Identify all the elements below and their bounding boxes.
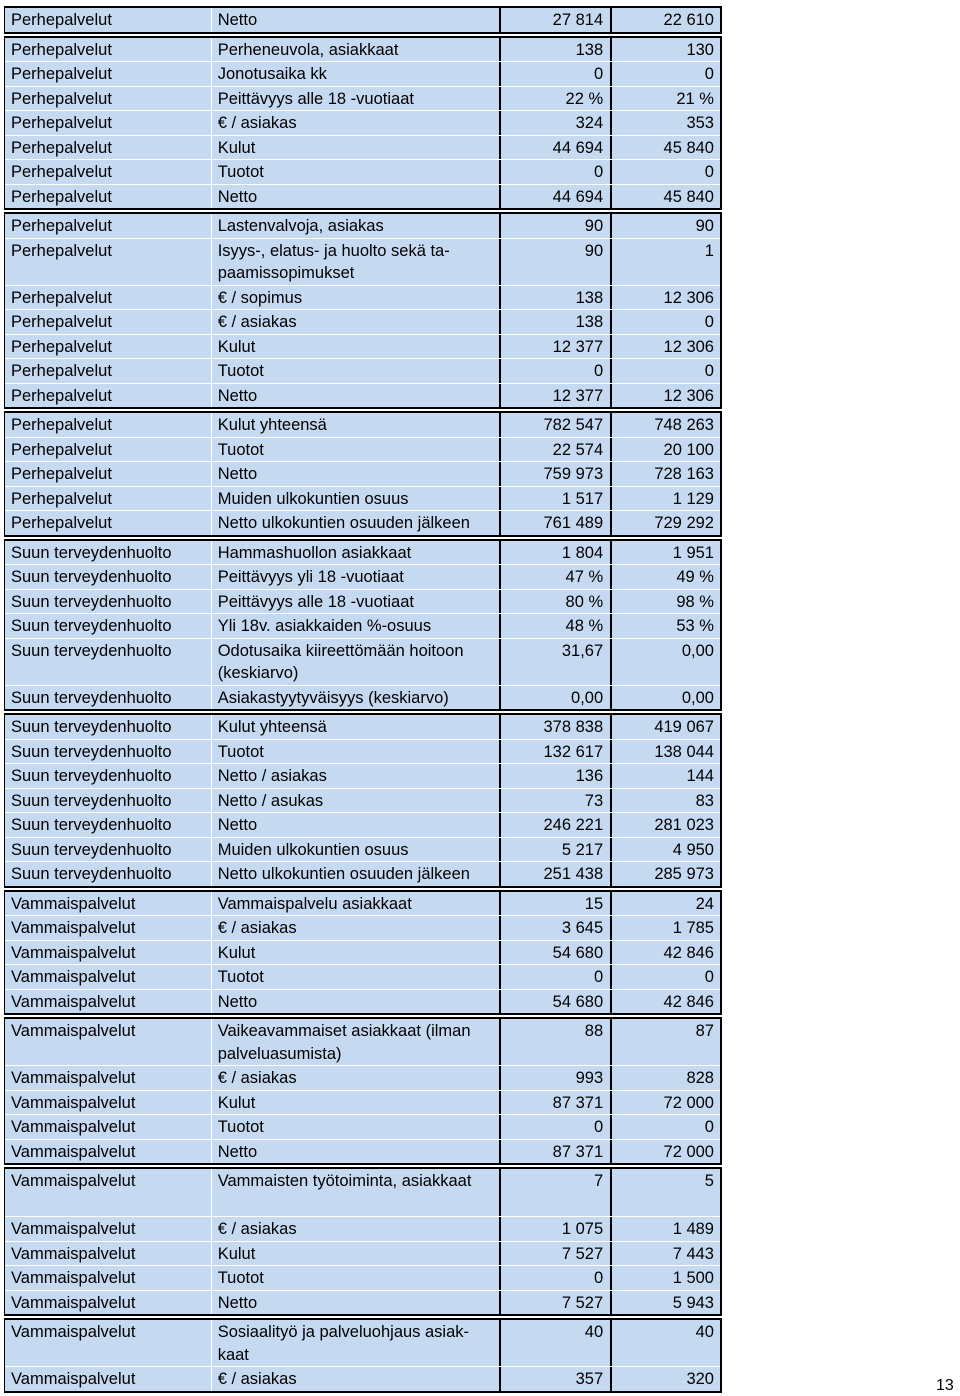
metric-cell: € / asiakas bbox=[212, 1217, 502, 1241]
value-2018-cell: 1 517 bbox=[501, 487, 612, 511]
table-row bbox=[5, 335, 720, 360]
category-cell: Perhepalvelut bbox=[5, 62, 212, 86]
metric-cell: Muiden ulkokuntien osuus bbox=[212, 487, 502, 511]
table-row bbox=[5, 1217, 720, 1242]
table-row bbox=[5, 639, 720, 686]
category-cell: Perhepalvelut bbox=[5, 511, 212, 535]
table-row bbox=[5, 38, 720, 63]
category-cell: Vammaispalvelut bbox=[5, 892, 212, 916]
value-2018-cell: 44 694 bbox=[501, 136, 612, 160]
value-2019-cell: 0 bbox=[704, 163, 714, 181]
metric-cell: Muiden ulkokuntien osuus bbox=[212, 838, 502, 862]
metric-cell: Asiakastyytyväisyys (keskiarvo) bbox=[212, 686, 502, 710]
value-2018-cell: 27 814 bbox=[501, 8, 612, 32]
metric-cell: Isyys-, elatus- ja huolto sekä ta- paamissopimukset bbox=[212, 239, 502, 285]
value-2019-cell: 22 610 bbox=[663, 11, 714, 29]
value-2019-cell: 20 100 bbox=[663, 440, 714, 459]
category-cell: Perhepalvelut bbox=[5, 239, 212, 285]
value-2019-cell: 0,00 bbox=[681, 641, 714, 660]
category-cell: Perhepalvelut bbox=[5, 286, 212, 310]
category-cell: Suun terveydenhuolto bbox=[5, 838, 212, 862]
category-cell: Suun terveydenhuolto bbox=[5, 590, 212, 614]
value-2018-cell: 80 % bbox=[501, 590, 612, 614]
table-row bbox=[5, 1066, 720, 1091]
value-2019-cell: 12 306 bbox=[663, 386, 714, 405]
table-row bbox=[5, 614, 720, 639]
page-number: 13 bbox=[936, 1377, 954, 1394]
metric-cell: Kulut bbox=[212, 136, 502, 160]
table-group bbox=[4, 411, 722, 537]
value-2018-cell: 0 bbox=[501, 1115, 612, 1139]
metric-cell: Perheneuvola, asiakkaat bbox=[212, 38, 502, 62]
table-row bbox=[5, 160, 720, 185]
table-row bbox=[5, 1019, 720, 1066]
metric-cell: Tuotot bbox=[212, 1115, 502, 1139]
value-2018-cell: 7 bbox=[501, 1169, 612, 1216]
value-2019-cell: 45 840 bbox=[663, 187, 714, 206]
value-2018-cell: 0 bbox=[501, 965, 612, 989]
table-group bbox=[4, 1318, 722, 1393]
table-row bbox=[5, 789, 720, 814]
value-2019-cell: 72 000 bbox=[663, 1093, 714, 1112]
value-2019-cell: 0 bbox=[704, 362, 714, 380]
category-cell: Vammaispalvelut bbox=[5, 941, 212, 965]
category-cell: Suun terveydenhuolto bbox=[5, 639, 212, 685]
value-2018-cell: 31,67 bbox=[501, 639, 612, 685]
metric-cell: Netto / asukas bbox=[212, 789, 502, 813]
value-2018-cell: 0 bbox=[501, 160, 612, 184]
table-row bbox=[5, 565, 720, 590]
metric-cell: € / asiakas bbox=[212, 1066, 502, 1090]
value-2018-cell: 44 694 bbox=[501, 185, 612, 209]
category-cell: Vammaispalvelut bbox=[5, 1367, 212, 1391]
category-cell: Perhepalvelut bbox=[5, 38, 212, 62]
category-cell: Suun terveydenhuolto bbox=[5, 541, 212, 565]
value-2018-cell: 0 bbox=[501, 62, 612, 86]
table-row bbox=[5, 136, 720, 161]
metric-cell: Netto bbox=[212, 1291, 502, 1315]
table-row bbox=[5, 1169, 720, 1217]
table-row bbox=[5, 87, 720, 112]
metric-cell: Vammaispalvelu asiakkaat bbox=[212, 892, 502, 916]
metric-cell: Lastenvalvoja, asiakas bbox=[212, 214, 502, 238]
value-2019-cell: 21 % bbox=[676, 89, 714, 108]
table-row bbox=[5, 1320, 720, 1367]
value-2019-cell: 0 bbox=[704, 313, 714, 331]
table-row bbox=[5, 286, 720, 311]
category-cell: Perhepalvelut bbox=[5, 8, 212, 32]
category-cell: Vammaispalvelut bbox=[5, 1266, 212, 1290]
value-2019-cell: 42 846 bbox=[663, 992, 714, 1011]
table-row bbox=[5, 487, 720, 512]
category-cell: Suun terveydenhuolto bbox=[5, 614, 212, 638]
category-cell: Perhepalvelut bbox=[5, 136, 212, 160]
metric-cell: Tuotot bbox=[212, 438, 502, 462]
metric-cell: Tuotot bbox=[212, 359, 502, 383]
table-row bbox=[5, 590, 720, 615]
value-2018-cell: 22 % bbox=[501, 87, 612, 111]
value-2018-cell: 1 075 bbox=[501, 1217, 612, 1241]
table-row bbox=[5, 941, 720, 966]
category-cell: Vammaispalvelut bbox=[5, 990, 212, 1014]
value-2018-cell: 7 527 bbox=[501, 1242, 612, 1266]
metric-cell: Tuotot bbox=[212, 1266, 502, 1290]
value-2019-cell: 320 bbox=[686, 1370, 714, 1388]
metric-cell: Tuotot bbox=[212, 160, 502, 184]
metric-cell: Netto ulkokuntien osuuden jälkeen bbox=[212, 862, 502, 886]
value-2019-cell: 1 129 bbox=[672, 489, 714, 508]
value-2019-cell: 87 bbox=[695, 1022, 714, 1040]
value-2018-cell: 136 bbox=[501, 764, 612, 788]
value-2018-cell: 378 838 bbox=[501, 715, 612, 739]
value-2019-cell: 49 % bbox=[676, 568, 714, 586]
metric-cell: Kulut yhteensä bbox=[212, 413, 502, 437]
category-cell: Perhepalvelut bbox=[5, 335, 212, 359]
value-2019-cell: 83 bbox=[695, 791, 714, 810]
metric-cell: Peittävyys alle 18 -vuotiaat bbox=[212, 590, 502, 614]
value-2018-cell: 761 489 bbox=[501, 511, 612, 535]
value-2019-cell: 729 292 bbox=[654, 514, 714, 532]
value-2019-cell: 72 000 bbox=[663, 1142, 714, 1161]
metric-cell: € / asiakas bbox=[212, 916, 502, 940]
table-row bbox=[5, 686, 720, 710]
value-2018-cell: 0,00 bbox=[501, 686, 612, 710]
value-2019-cell: 5 943 bbox=[672, 1293, 714, 1312]
metric-cell: € / asiakas bbox=[212, 310, 502, 334]
value-2018-cell: 87 371 bbox=[501, 1140, 612, 1164]
value-2019-cell: 828 bbox=[686, 1069, 714, 1087]
value-2018-cell: 48 % bbox=[501, 614, 612, 638]
value-2018-cell: 90 bbox=[501, 239, 612, 285]
value-2018-cell: 324 bbox=[501, 111, 612, 135]
value-2019-cell: 12 306 bbox=[663, 288, 714, 307]
category-cell: Perhepalvelut bbox=[5, 160, 212, 184]
value-2018-cell: 87 371 bbox=[501, 1091, 612, 1115]
value-2019-cell: 728 163 bbox=[654, 465, 714, 483]
metric-cell: Kulut bbox=[212, 335, 502, 359]
table-row bbox=[5, 715, 720, 740]
table-group bbox=[4, 1167, 722, 1316]
category-cell: Suun terveydenhuolto bbox=[5, 789, 212, 813]
table-row bbox=[5, 438, 720, 463]
table-row bbox=[5, 892, 720, 917]
metric-cell: Hammashuollon asiakkaat bbox=[212, 541, 502, 565]
metric-cell: Netto bbox=[212, 1140, 502, 1164]
metric-cell: Tuotot bbox=[212, 965, 502, 989]
metric-cell: Netto bbox=[212, 813, 502, 837]
table-group bbox=[4, 890, 722, 1016]
value-2018-cell: 73 bbox=[501, 789, 612, 813]
metric-cell: Yli 18v. asiakkaiden %-osuus bbox=[212, 614, 502, 638]
table-row bbox=[5, 8, 720, 32]
value-2019-cell: 40 bbox=[695, 1323, 714, 1341]
metric-cell: Netto / asiakas bbox=[212, 764, 502, 788]
metric-cell: Peittävyys alle 18 -vuotiaat bbox=[212, 87, 502, 111]
value-2018-cell: 0 bbox=[501, 359, 612, 383]
value-2018-cell: 993 bbox=[501, 1066, 612, 1090]
metric-cell: Odotusaika kiireettömään hoitoon (keskiarvo) bbox=[212, 639, 502, 685]
category-cell: Perhepalvelut bbox=[5, 384, 212, 408]
category-cell: Perhepalvelut bbox=[5, 111, 212, 135]
value-2019-cell: 130 bbox=[686, 40, 714, 59]
category-cell: Vammaispalvelut bbox=[5, 1115, 212, 1139]
value-2019-cell: 1 500 bbox=[672, 1269, 714, 1287]
metric-cell: Tuotot bbox=[212, 740, 502, 764]
category-cell: Suun terveydenhuolto bbox=[5, 740, 212, 764]
table-row bbox=[5, 185, 720, 209]
value-2018-cell: 40 bbox=[501, 1320, 612, 1366]
table-group bbox=[4, 539, 722, 712]
table-row bbox=[5, 965, 720, 990]
value-2018-cell: 0 bbox=[501, 1266, 612, 1290]
table-row bbox=[5, 214, 720, 239]
value-2018-cell: 759 973 bbox=[501, 462, 612, 486]
table-row bbox=[5, 62, 720, 87]
table-group bbox=[4, 1017, 722, 1165]
value-2019-cell: 42 846 bbox=[663, 943, 714, 962]
table-row bbox=[5, 1091, 720, 1116]
value-2018-cell: 3 645 bbox=[501, 916, 612, 940]
value-2018-cell: 15 bbox=[501, 892, 612, 916]
category-cell: Vammaispalvelut bbox=[5, 916, 212, 940]
category-cell: Perhepalvelut bbox=[5, 185, 212, 209]
metric-cell: Jonotusaika kk bbox=[212, 62, 502, 86]
table-row bbox=[5, 310, 720, 335]
category-cell: Perhepalvelut bbox=[5, 359, 212, 383]
metric-cell: Netto bbox=[212, 990, 502, 1014]
category-cell: Vammaispalvelut bbox=[5, 1140, 212, 1164]
table-row bbox=[5, 764, 720, 789]
table-row bbox=[5, 813, 720, 838]
table-row bbox=[5, 1367, 720, 1391]
table-row bbox=[5, 862, 720, 886]
metric-cell: € / sopimus bbox=[212, 286, 502, 310]
category-cell: Suun terveydenhuolto bbox=[5, 686, 212, 710]
data-table bbox=[4, 6, 722, 1393]
value-2019-cell: 4 950 bbox=[672, 840, 714, 859]
category-cell: Suun terveydenhuolto bbox=[5, 813, 212, 837]
metric-cell: Sosiaalityö ja palveluohjaus asiak- kaat bbox=[212, 1320, 502, 1366]
metric-cell: Netto bbox=[212, 462, 502, 486]
value-2019-cell: 90 bbox=[695, 217, 714, 235]
value-2019-cell: 1 951 bbox=[672, 543, 714, 562]
metric-cell: Kulut bbox=[212, 1242, 502, 1266]
metric-cell: Vammaisten työtoiminta, asiakkaat bbox=[212, 1169, 502, 1216]
metric-cell: Kulut bbox=[212, 941, 502, 965]
value-2018-cell: 138 bbox=[501, 38, 612, 62]
category-cell: Vammaispalvelut bbox=[5, 1291, 212, 1315]
metric-cell: Netto bbox=[212, 384, 502, 408]
value-2018-cell: 251 438 bbox=[501, 862, 612, 886]
value-2019-cell: 98 % bbox=[676, 592, 714, 611]
table-group bbox=[4, 713, 722, 888]
value-2019-cell: 24 bbox=[695, 894, 714, 913]
metric-cell: Netto ulkokuntien osuuden jälkeen bbox=[212, 511, 502, 535]
table-row bbox=[5, 916, 720, 941]
value-2019-cell: 419 067 bbox=[654, 718, 714, 736]
category-cell: Perhepalvelut bbox=[5, 310, 212, 334]
category-cell: Perhepalvelut bbox=[5, 214, 212, 238]
value-2018-cell: 12 377 bbox=[501, 384, 612, 408]
value-2019-cell: 7 443 bbox=[672, 1244, 714, 1263]
value-2019-cell: 0 bbox=[704, 968, 714, 986]
category-cell: Perhepalvelut bbox=[5, 87, 212, 111]
table-row bbox=[5, 541, 720, 566]
metric-cell: € / asiakas bbox=[212, 1367, 502, 1391]
category-cell: Vammaispalvelut bbox=[5, 1091, 212, 1115]
value-2019-cell: 0,00 bbox=[681, 688, 714, 707]
value-2019-cell: 353 bbox=[686, 114, 714, 132]
table-group bbox=[4, 36, 722, 211]
value-2018-cell: 47 % bbox=[501, 565, 612, 589]
metric-cell: Kulut yhteensä bbox=[212, 715, 502, 739]
value-2019-cell: 281 023 bbox=[654, 816, 714, 834]
table-row bbox=[5, 239, 720, 286]
category-cell: Suun terveydenhuolto bbox=[5, 764, 212, 788]
value-2018-cell: 138 bbox=[501, 286, 612, 310]
category-cell: Vammaispalvelut bbox=[5, 1242, 212, 1266]
table-group bbox=[4, 212, 722, 409]
value-2018-cell: 88 bbox=[501, 1019, 612, 1065]
table-row bbox=[5, 384, 720, 408]
value-2019-cell: 748 263 bbox=[654, 416, 714, 434]
table-row bbox=[5, 838, 720, 863]
value-2018-cell: 246 221 bbox=[501, 813, 612, 837]
category-cell: Vammaispalvelut bbox=[5, 1217, 212, 1241]
category-cell: Suun terveydenhuolto bbox=[5, 715, 212, 739]
value-2018-cell: 54 680 bbox=[501, 990, 612, 1014]
metric-cell: Vaikeavammaiset asiakkaat (ilman palveluasumista) bbox=[212, 1019, 502, 1065]
category-cell: Suun terveydenhuolto bbox=[5, 862, 212, 886]
value-2018-cell: 138 bbox=[501, 310, 612, 334]
table-row bbox=[5, 511, 720, 535]
value-2019-cell: 5 bbox=[704, 1172, 714, 1190]
value-2019-cell: 45 840 bbox=[663, 138, 714, 157]
value-2018-cell: 54 680 bbox=[501, 941, 612, 965]
value-2018-cell: 5 217 bbox=[501, 838, 612, 862]
category-cell: Perhepalvelut bbox=[5, 438, 212, 462]
value-2018-cell: 12 377 bbox=[501, 335, 612, 359]
value-2018-cell: 90 bbox=[501, 214, 612, 238]
value-2019-cell: 53 % bbox=[676, 617, 714, 635]
table-row bbox=[5, 740, 720, 765]
category-cell: Perhepalvelut bbox=[5, 413, 212, 437]
category-cell: Perhepalvelut bbox=[5, 487, 212, 511]
table-group bbox=[4, 6, 722, 34]
value-2018-cell: 132 617 bbox=[501, 740, 612, 764]
table-row bbox=[5, 462, 720, 487]
category-cell: Suun terveydenhuolto bbox=[5, 565, 212, 589]
category-cell: Perhepalvelut bbox=[5, 462, 212, 486]
table-row bbox=[5, 1291, 720, 1315]
table-row bbox=[5, 413, 720, 438]
category-cell: Vammaispalvelut bbox=[5, 965, 212, 989]
category-cell: Vammaispalvelut bbox=[5, 1019, 212, 1065]
metric-cell: Netto bbox=[212, 8, 502, 32]
value-2019-cell: 1 785 bbox=[672, 919, 714, 937]
table-row bbox=[5, 1266, 720, 1291]
value-2019-cell: 144 bbox=[686, 767, 714, 785]
value-2018-cell: 7 527 bbox=[501, 1291, 612, 1315]
metric-cell: Netto bbox=[212, 185, 502, 209]
metric-cell: Peittävyys yli 18 -vuotiaat bbox=[212, 565, 502, 589]
value-2019-cell: 285 973 bbox=[654, 865, 714, 883]
metric-cell: Kulut bbox=[212, 1091, 502, 1115]
value-2019-cell: 1 489 bbox=[672, 1220, 714, 1238]
value-2018-cell: 1 804 bbox=[501, 541, 612, 565]
metric-cell: € / asiakas bbox=[212, 111, 502, 135]
table-row bbox=[5, 1140, 720, 1164]
value-2018-cell: 782 547 bbox=[501, 413, 612, 437]
value-2018-cell: 357 bbox=[501, 1367, 612, 1391]
table-row bbox=[5, 1115, 720, 1140]
value-2019-cell: 1 bbox=[704, 241, 714, 260]
table-row bbox=[5, 990, 720, 1014]
value-2019-cell: 12 306 bbox=[663, 337, 714, 356]
value-2019-cell: 138 044 bbox=[654, 742, 714, 761]
table-row bbox=[5, 1242, 720, 1267]
table-row bbox=[5, 111, 720, 136]
category-cell: Vammaispalvelut bbox=[5, 1169, 212, 1216]
category-cell: Vammaispalvelut bbox=[5, 1320, 212, 1366]
category-cell: Vammaispalvelut bbox=[5, 1066, 212, 1090]
value-2019-cell: 0 bbox=[704, 65, 714, 83]
table-row bbox=[5, 359, 720, 384]
value-2018-cell: 22 574 bbox=[501, 438, 612, 462]
value-2019-cell: 0 bbox=[704, 1118, 714, 1136]
